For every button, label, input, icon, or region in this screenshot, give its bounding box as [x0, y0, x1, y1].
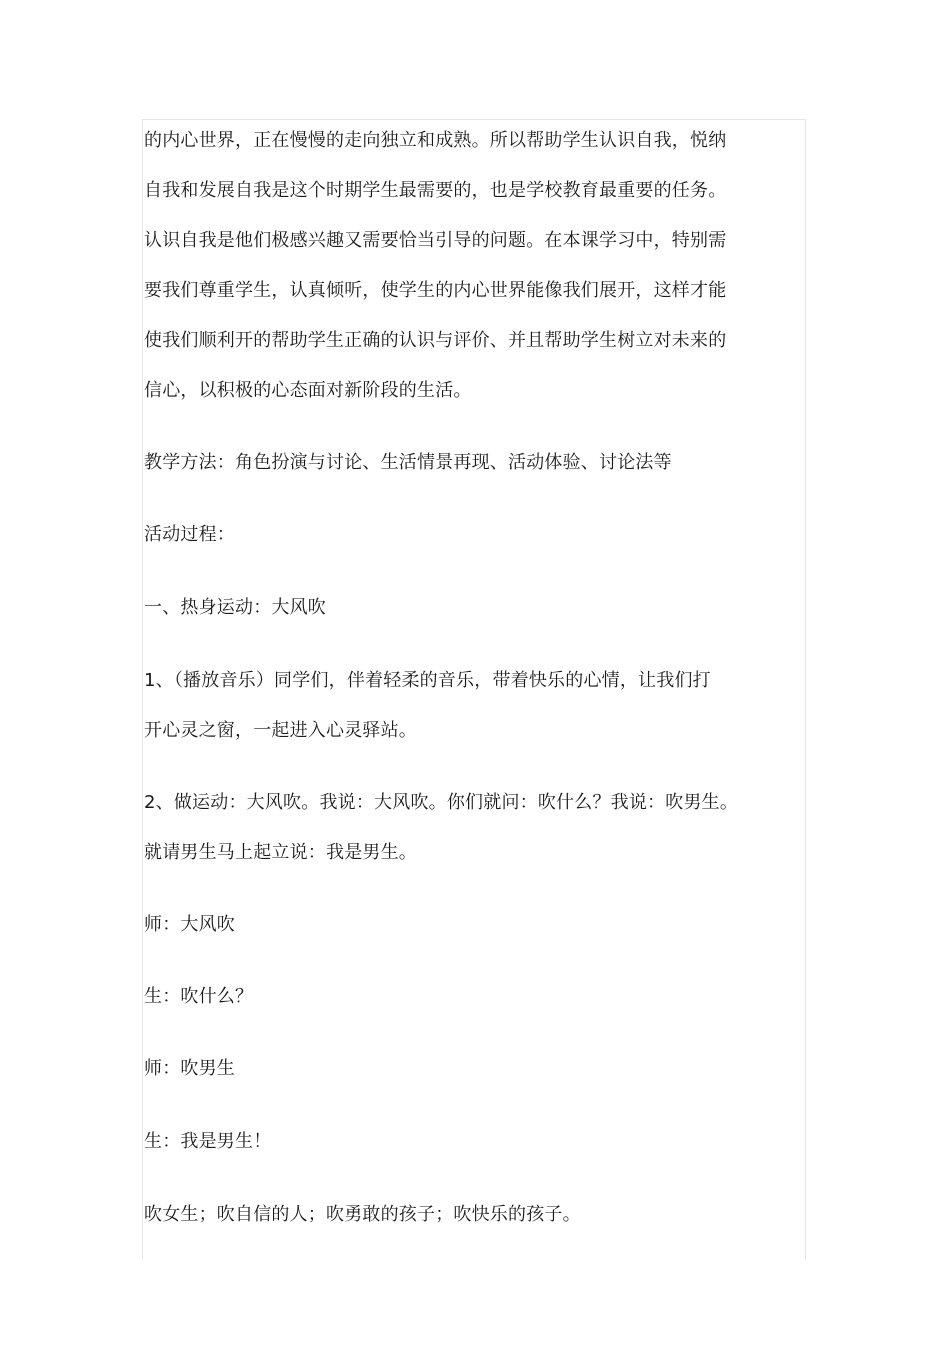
- paragraph-line-5: 使我们顺利开的帮助学生正确的认识与评价、并且帮助学生树立对未来的: [144, 330, 727, 351]
- dialogue-line-1: 师：大风吹: [144, 914, 235, 935]
- paragraph-line-3: 认识自我是他们极感兴趣又需要恰当引导的问题。在本课学习中，特别需: [144, 230, 727, 251]
- dialogue-line-3: 师：吹男生: [144, 1058, 235, 1079]
- paragraph-line-2: 自我和发展自我是这个时期学生最需要的，也是学校教育最重要的任务。: [144, 180, 727, 201]
- step-2-line-2: 就请男生马上起立说：我是男生。: [144, 842, 417, 863]
- paragraph-line-6: 信心，以积极的心态面对新阶段的生活。: [144, 380, 472, 401]
- activity-process-heading: 活动过程：: [144, 524, 235, 545]
- section-heading-warmup: 一、热身运动：大风吹: [144, 597, 326, 618]
- step-2-line-1: 2、做运动：大风吹。我说：大风吹。你们就问：吹什么？我说：吹男生。: [144, 792, 739, 813]
- paragraph-line-4: 要我们尊重学生，认真倾听，使学生的内心世界能像我们展开，这样才能: [144, 280, 727, 301]
- teaching-methods-line: 教学方法：角色扮演与讨论、生活情景再现、活动体验、讨论法等: [144, 452, 672, 473]
- paragraph-line-1: 的内心世界，正在慢慢的走向独立和成熟。所以帮助学生认识自我，悦纳: [144, 130, 727, 151]
- dialogue-line-2: 生：吹什么？: [144, 986, 254, 1007]
- step-1-line-1: 1、（播放音乐）同学们，伴着轻柔的音乐，带着快乐的心情，让我们打: [144, 670, 711, 691]
- dialogue-line-4: 生：我是男生！: [144, 1131, 272, 1152]
- step-1-line-2: 开心灵之窗，一起进入心灵驿站。: [144, 720, 417, 741]
- closing-line: 吹女生；吹自信的人；吹勇敢的孩子；吹快乐的孩子。: [144, 1204, 581, 1225]
